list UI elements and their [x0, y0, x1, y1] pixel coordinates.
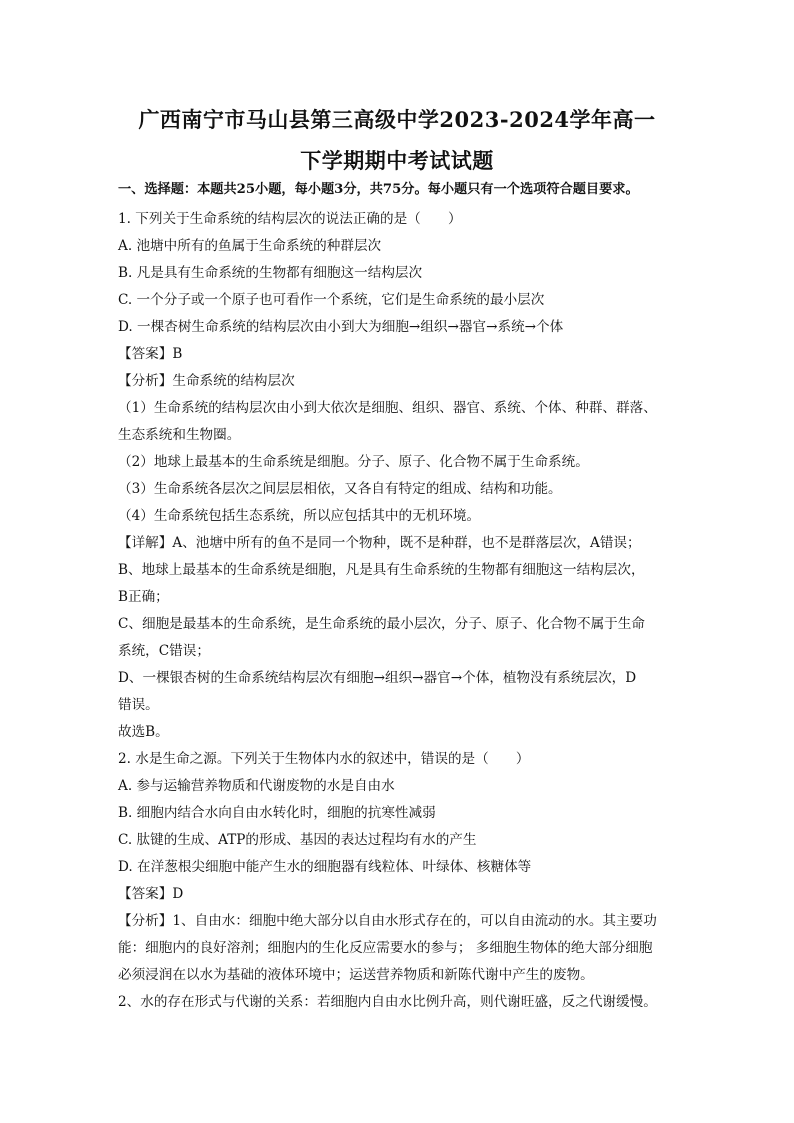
body-text [118, 206, 678, 1016]
section-heading: 一、选择题：本题共25小题，每小题3分，共75分。每小题只有一个选项符合题目要求。 [118, 182, 639, 197]
text-line: 2. 水是生命之源。下列关于生物体内水的叙述中，错误的是（ ） [118, 751, 530, 767]
text-line: 能：细胞内的良好溶剂；细胞内的生化反应需要水的参与； 多细胞生物体的绝大部分细胞 [118, 940, 653, 956]
text-line: （1）生命系统的结构层次由小到大依次是细胞、组织、器官、系统、个体、种群、群落、 [118, 400, 657, 416]
text-line: B. 凡是具有生命系统的生物都有细胞这一结构层次 [118, 265, 423, 281]
text-line: 【详解】A、池塘中所有的鱼不是同一个物种，既不是种群，也不是群落层次，A错误； [118, 535, 641, 551]
text-line: （4）生命系统包括生态系统，所以应包括其中的无机环境。 [118, 508, 481, 524]
text-line: （3）生命系统各层次之间层层相依，又各自有特定的组成、结构和功能。 [118, 481, 562, 497]
text-line: 【分析】生命系统的结构层次 [118, 373, 295, 389]
text-line: D. 一棵杏树生命系统的结构层次由小到大为细胞→组织→器官→系统→个体 [118, 319, 564, 335]
text-line: 必须浸润在以水为基础的液体环境中；运送营养物质和新陈代谢中产生的废物。 [118, 967, 594, 983]
text-line: 2、水的存在形式与代谢的关系：若细胞内自由水比例升高，则代谢旺盛，反之代谢缓慢。 [118, 994, 657, 1010]
text-line: 1. 下列关于生命系统的结构层次的说法正确的是（ ） [118, 211, 462, 227]
text-line: C. 肽键的生成、ATP的形成、基因的表达过程均有水的产生 [118, 832, 477, 848]
title-line-2: 下学期期中考试试题 [300, 148, 494, 173]
text-line: D. 在洋葱根尖细胞中能产生水的细胞器有线粒体、叶绿体、核糖体等 [118, 859, 532, 875]
text-line: 【答案】B [118, 346, 183, 362]
text-line: 故选B。 [118, 724, 169, 740]
text-line: 【答案】D [118, 886, 184, 902]
text-line: A. 池塘中所有的鱼属于生命系统的种群层次 [118, 238, 382, 254]
text-line: 错误。 [118, 697, 159, 713]
text-line: D、一棵银杏树的生命系统结构层次有细胞→组织→器官→个体，植物没有系统层次，D [118, 670, 637, 686]
text-line: C. 一个分子或一个原子也可看作一个系统，它们是生命系统的最小层次 [118, 292, 545, 308]
text-line: （2）地球上最基本的生命系统是细胞。分子、原子、化合物不属于生命系统。 [118, 454, 589, 470]
text-line: A. 参与运输营养物质和代谢废物的水是自由水 [118, 778, 395, 794]
title-line-1: 广西南宁市马山县第三高级中学2023-2024学年高一 [138, 107, 656, 132]
text-line: B正确； [118, 589, 169, 605]
text-line: 生态系统和生物圈。 [118, 427, 241, 443]
text-line: B. 细胞内结合水向自由水转化时，细胞的抗寒性减弱 [118, 805, 436, 821]
text-line: C、细胞是最基本的生命系统，是生命系统的最小层次，分子、原子、化合物不属于生命 [118, 616, 645, 632]
text-line: B、地球上最基本的生命系统是细胞，凡是具有生命系统的生物都有细胞这一结构层次， [118, 562, 645, 578]
text-line: 系统，C错误； [118, 643, 210, 659]
text-line: 【分析】1、自由水：细胞中绝大部分以自由水形式存在的，可以自由流动的水。其主要功 [118, 913, 657, 929]
